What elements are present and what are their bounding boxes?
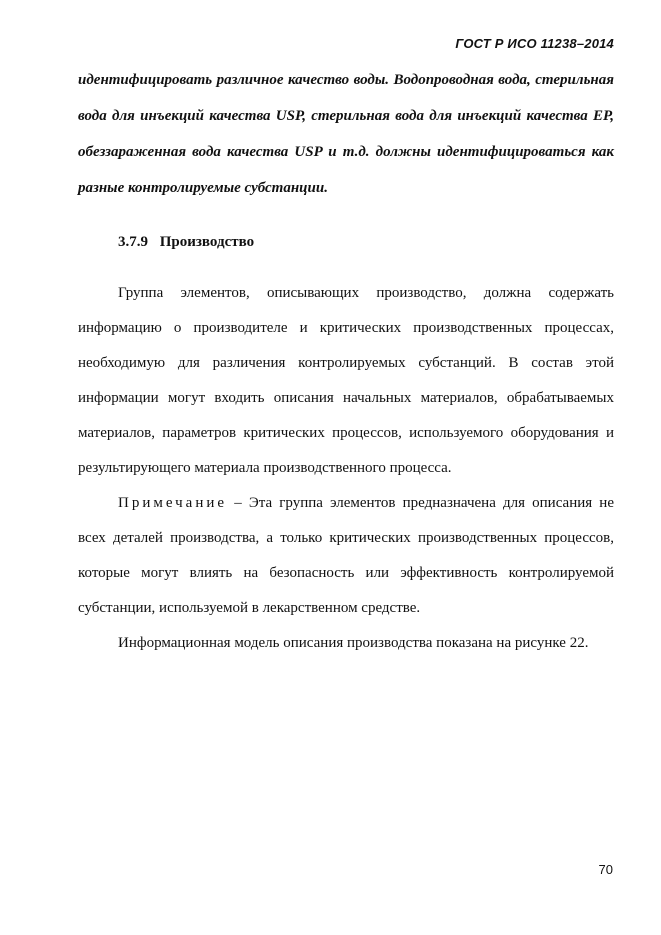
note-text: – Эта группа элементов предназначена для описания не всех деталей производства, а только критических производственных процессов, которые могут влиять на безопасность или эффективность контролируемой субстанции, используемой в лекарственном средстве. [78,495,614,616]
body-paragraph-1: Группа элементов, описывающих производство, должна содержать информацию о производителе и критических производственных процессах, необходимую для различения контролируемых субстанций. В состав этой информации могут входить описания начальных материалов, обрабатываемых материалов, параметров критических процессов, используемого оборудования и результирующего материала производственного процесса. [78,285,614,476]
note-label: Примечание [118,495,228,511]
note-paragraph [78,486,614,626]
page-content [78,62,614,661]
page-number: 70 [598,862,613,877]
document-header-code: ГОСТ Р ИСО 11238–2014 [455,36,614,51]
section-number: 3.7.9 [118,234,148,250]
section-title: Производство [159,234,255,250]
section-heading [118,232,614,252]
intro-paragraph: идентифицировать различное качество воды. Водопроводная вода, стерильная вода для инъекций качества USP, стерильная вода для инъекций качества EP, обеззараженная вода качества USP и т.д. должны идентифицироваться как разные контролируемые субстанции. [78,72,614,196]
body-paragraph-2: Информационная модель описания производства показана на рисунке 22. [118,635,589,651]
